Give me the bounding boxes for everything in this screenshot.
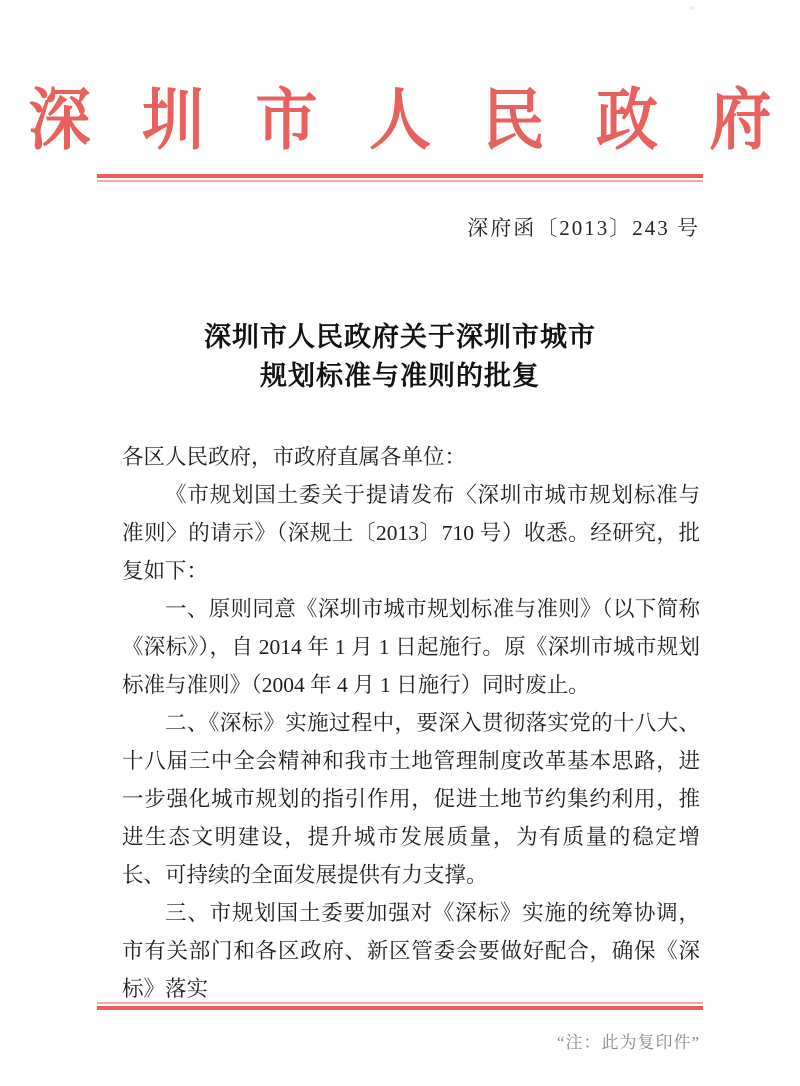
footer-divider-rule (97, 1002, 703, 1010)
footer-divider-bar-thick (97, 1006, 703, 1010)
scan-artifact-speck (690, 6, 694, 10)
body-paragraph-item-1: 一、原则同意《深圳市城市规划标准与准则》（以下简称《深标》），自 2014 年 1 月 1 日起施行。原《深圳市城市规划标准与准则》（2004 年 4 月 1 日施行）同时废止。 (122, 597, 700, 697)
document-body (122, 438, 700, 1008)
divider-bar-thin (97, 180, 703, 182)
masthead (0, 84, 800, 159)
page-title-line-1: 深圳市人民政府关于深圳市城市 (204, 322, 596, 352)
body-paragraph-item-3: 三、市规划国土委要加强对《深标》实施的统筹协调，市有关部门和各区政府、新区管委会要做好配合，确保《深标》落实 (122, 901, 700, 1001)
page-title (100, 318, 700, 396)
masthead-divider-rule (97, 174, 703, 182)
body-paragraph-preamble: 《市规划国土委关于提请发布〈深圳市城市规划标准与准则〉的请示》（深规土〔2013〕710 号）收悉。经研究，批复如下： (122, 483, 700, 583)
page-title-line-2: 规划标准与准则的批复 (260, 361, 540, 391)
masthead-title: 深 圳 市 人 民 政 府 (28, 84, 790, 159)
body-paragraph-item-2: 二、《深标》实施过程中，要深入贯彻落实党的十八大、十八届三中全会精神和我市土地管理制度改革基本思路，进一步强化城市规划的指引作用，促进土地节约集约利用，推进生态文明建设，提升城市发展质量，为有质量的稳定增长、可持续的全面发展提供有力支撑。 (122, 711, 700, 887)
salutation: 各区人民政府，市政府直属各单位： (122, 445, 467, 469)
footer-note: “注：此为复印件” (556, 1033, 700, 1052)
document-number: 深府函〔2013〕243 号 (467, 216, 700, 240)
